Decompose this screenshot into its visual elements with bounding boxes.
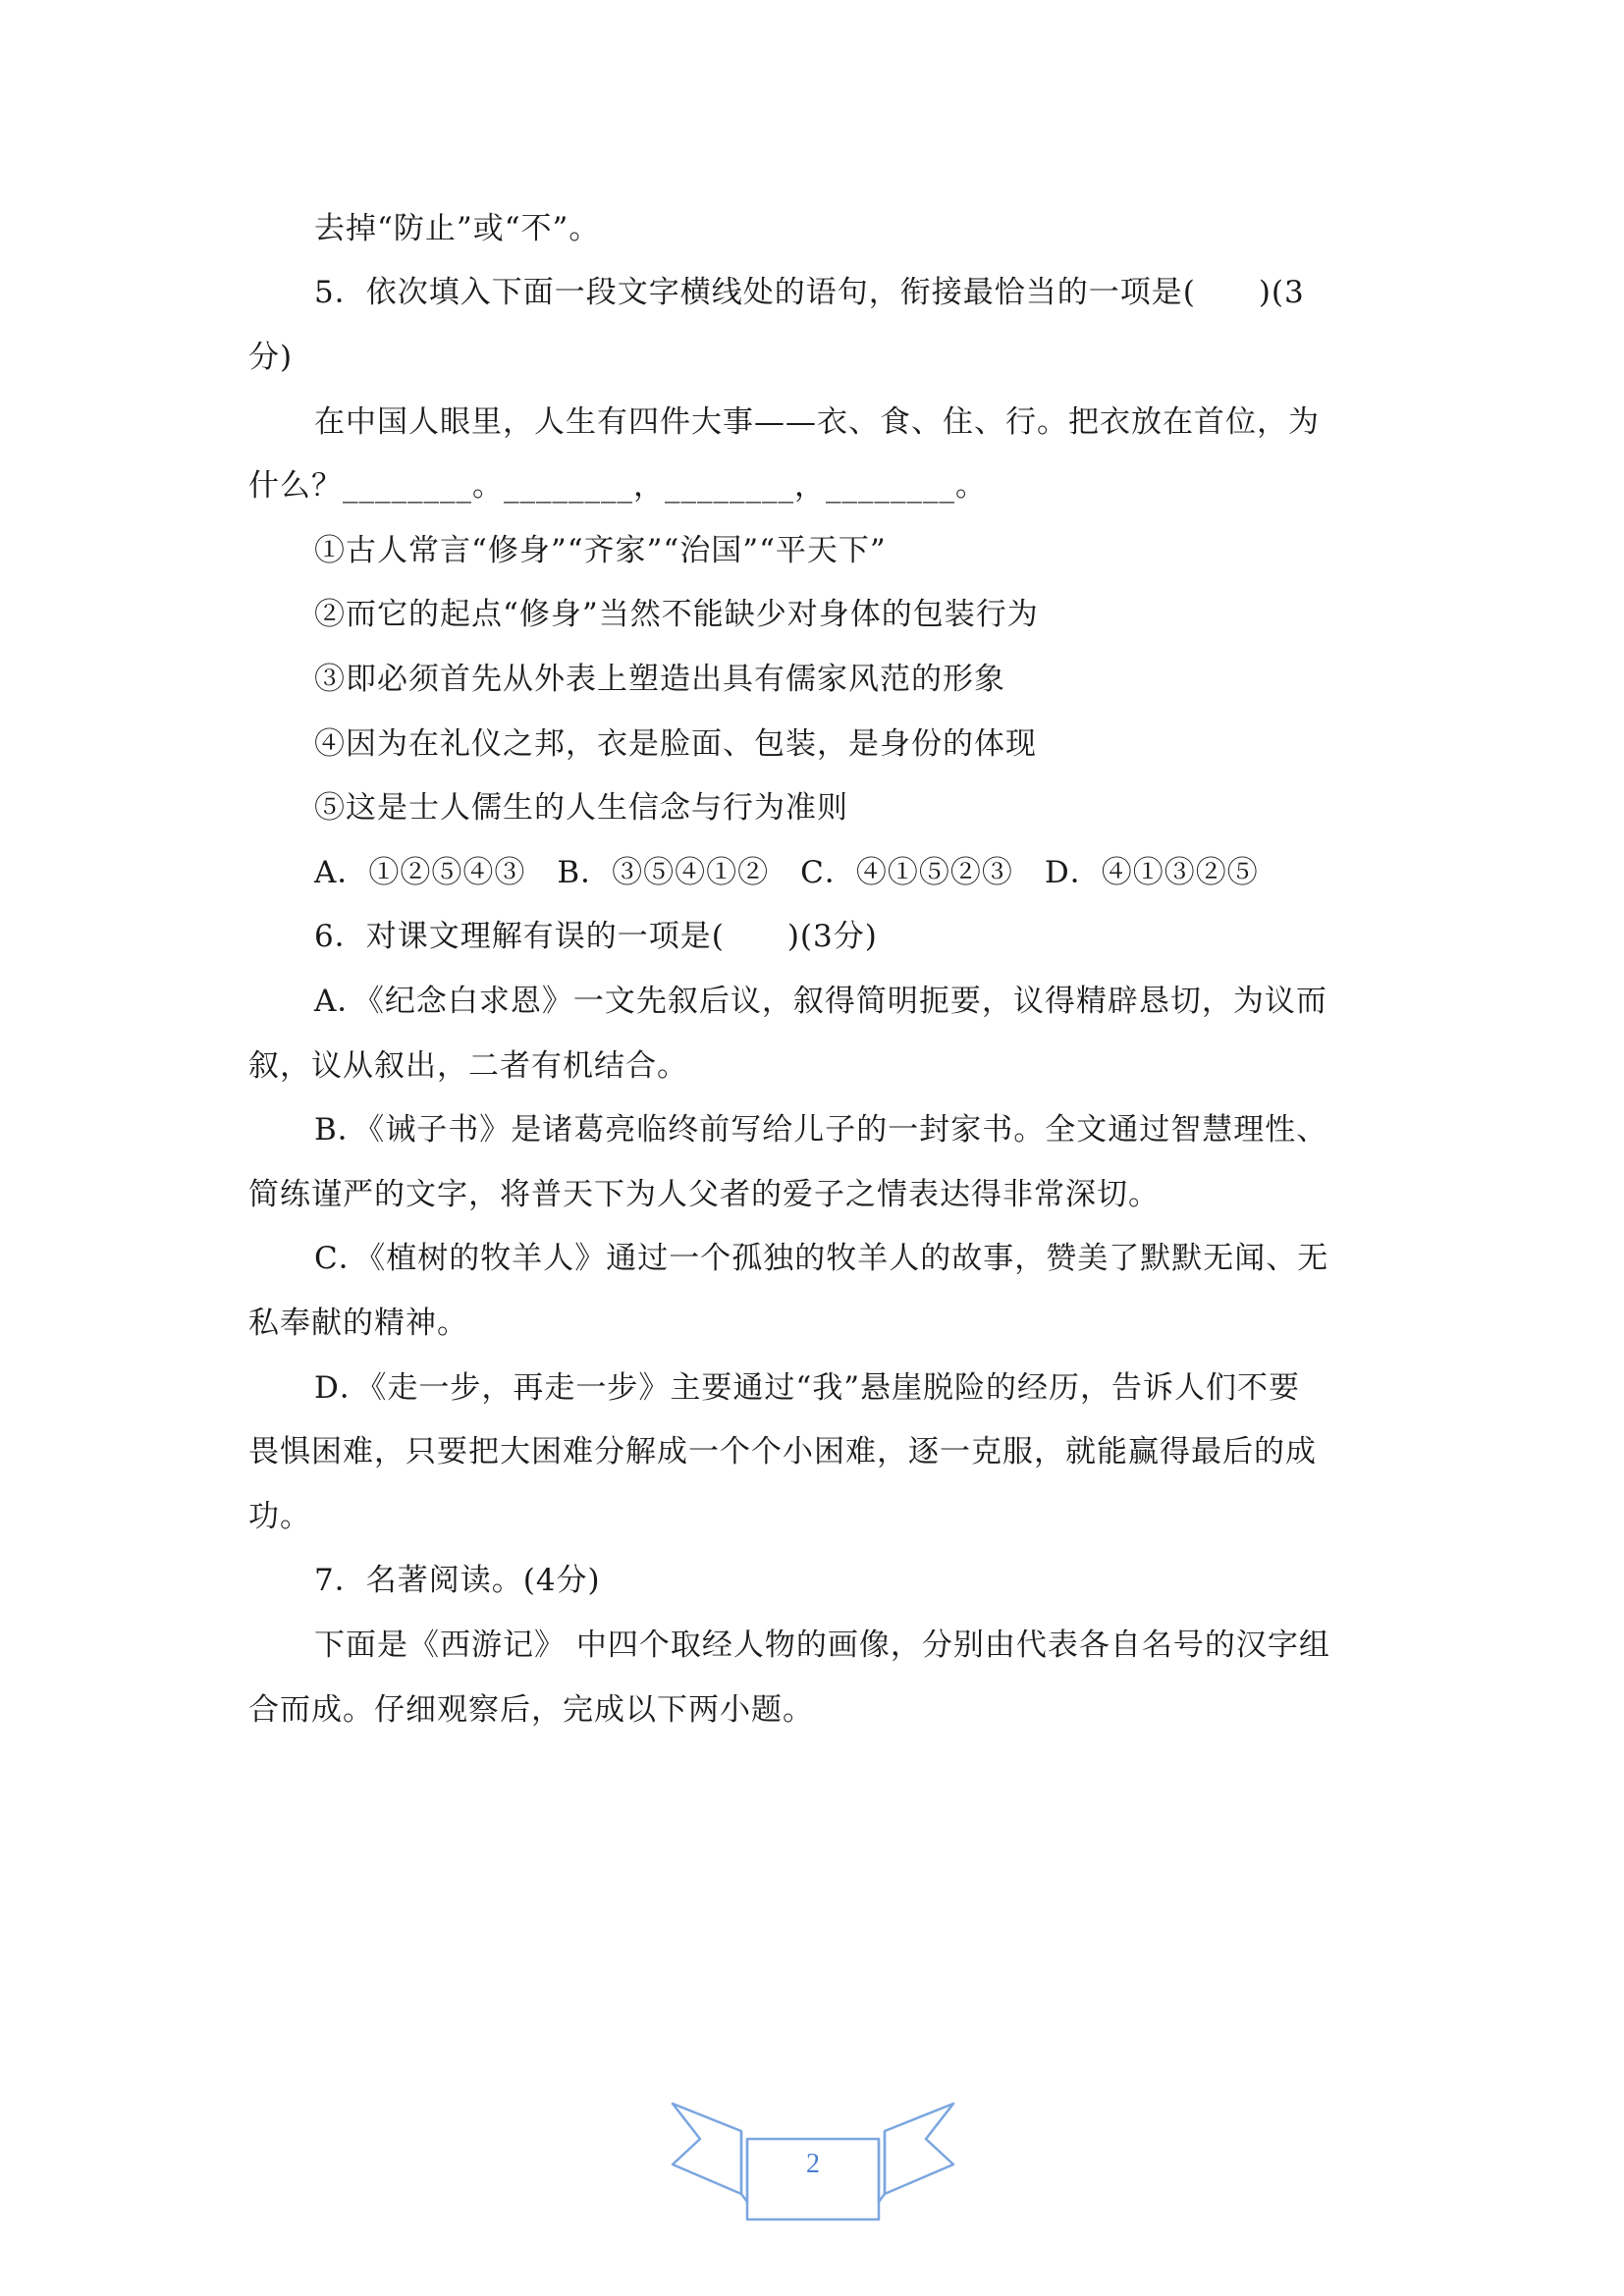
text-line: 下面是《西游记》 中四个取经人物的画像，分别由代表各自名号的汉字组 — [314, 1628, 1330, 1663]
question-6-stem: 6．对课文理解有误的一项是( )(3分) — [314, 919, 878, 954]
answer-choices: A．①②⑤④③ B．③⑤④①② C．④①⑤②③ D．④①③②⑤ — [314, 855, 1259, 890]
option-b: B．《诫子书》是诸葛亮临终前写给儿子的一封家书。全文通过智慧理性、 — [314, 1112, 1328, 1148]
option-sentence: ④因为在礼仪之邦，衣是脸面、包装，是身份的体现 — [314, 726, 1037, 762]
option-sentence: ②而它的起点“修身”当然不能缺少对身体的包装行为 — [314, 597, 1039, 632]
question-5-stem: 5．依次填入下面一段文字横线处的语句，衔接最恰当的一项是( )(3 — [314, 275, 1305, 310]
text-line: 功。 — [248, 1499, 311, 1534]
option-sentence: ①古人常言“修身”“齐家”“治国”“平天下” — [314, 533, 887, 568]
text-line: 在中国人眼里，人生有四件大事——衣、食、住、行。把衣放在首位，为 — [314, 404, 1320, 440]
text-line: 什么？________。________，________，________。 — [248, 468, 987, 504]
text-line: 畏惧困难，只要把大困难分解成一个个小困难，逐一克服，就能赢得最后的成 — [248, 1434, 1317, 1469]
option-d: D．《走一步，再走一步》主要通过“我”悬崖脱险的经历，告诉人们不要 — [314, 1370, 1301, 1406]
option-a: A．《纪念白求恩》一文先叙后议，叙得简明扼要，议得精辟恳切，为议而 — [314, 984, 1327, 1019]
option-sentence: ③即必须首先从外表上塑造出具有儒家风范的形象 — [314, 662, 1005, 697]
text-line: 去掉“防止”或“不”。 — [314, 211, 601, 246]
text-line: 分) — [248, 340, 294, 375]
text-line: 私奉献的精神。 — [248, 1306, 468, 1341]
page-number: 2 — [806, 2149, 820, 2179]
option-c: C．《植树的牧羊人》通过一个孤独的牧羊人的故事，赞美了默默无闻、无 — [314, 1241, 1329, 1276]
text-line: 叙，议从叙出，二者有机结合。 — [248, 1048, 688, 1084]
text-line: 简练谨严的文字，将普天下为人父者的爱子之情表达得非常深切。 — [248, 1177, 1160, 1212]
question-7-stem: 7．名著阅读。(4分) — [314, 1563, 601, 1598]
option-sentence: ⑤这是士人儒生的人生信念与行为准则 — [314, 790, 848, 826]
text-line: 合而成。仔细观察后，完成以下两小题。 — [248, 1692, 814, 1728]
